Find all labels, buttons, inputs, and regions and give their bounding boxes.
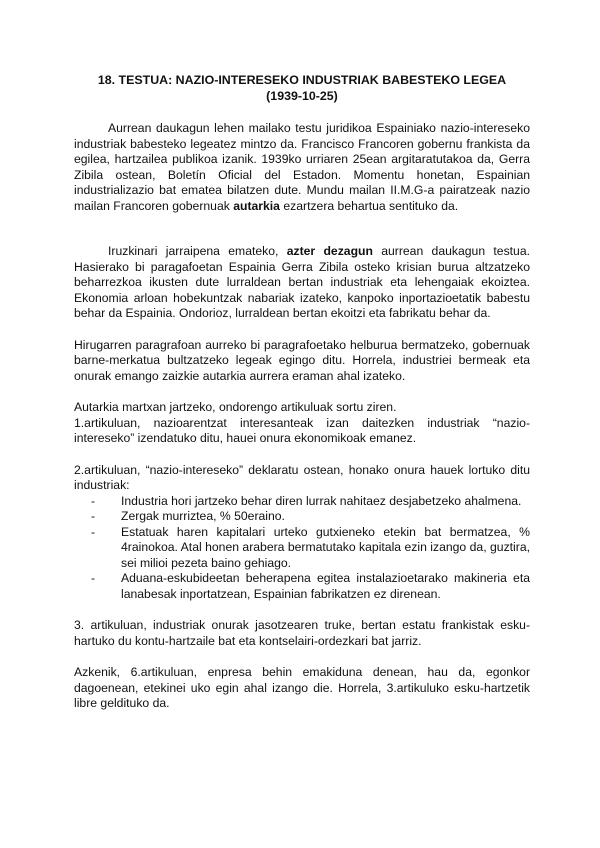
- article-2-list: [74, 494, 530, 603]
- title-line-1: 18. TESTUA: NAZIO-INTERESEKO INDUSTRIAK BABESTEKO LEGEA: [97, 73, 507, 87]
- document-page: [74, 72, 530, 712]
- list-item: - Zergak murriztea, % 50eraino.: [111, 509, 530, 525]
- document-title: [74, 72, 530, 104]
- paragraph-articles-intro: Autarkia martxan jartzeko, ondorengo artikuluak sortu ziren.: [74, 400, 397, 414]
- paragraph-conclusion: Azkenik, 6.artikuluan, enpresa behin emakiduna denean, hau da, egonkor dagoenean, etekinei uko egin ahal izango die. Horrela, 3.artikuluko esku-hartzetik libre geldituko da.: [74, 665, 530, 710]
- intro-text-end: ezartzera behartua sentituko da.: [279, 198, 459, 213]
- paragraph-analysis: [74, 244, 530, 322]
- list-item: - Industria hori jartzeko behar diren lurrak nahitaez desjabetzeko ahalmena.: [111, 494, 530, 510]
- paragraph-third: Hirugarren paragrafoan aurreko bi paragrafoetako helburua bermatzeko, gobernuak barne-merkatua bultzatzeko legeak egingo ditu. Horrela, industriei bermeak eta onurak emango zaizkie autarkia aurrera eraman ahal izateko.: [74, 337, 530, 383]
- paragraph-article-2: 2.artikuluan, “nazio-intereseko” deklaratu ostean, honako onura hauek lortuko ditu industriak:: [74, 462, 530, 492]
- analysis-bold-term: azter dezagun: [286, 244, 373, 258]
- analysis-text-end: aurrean daukagun testua. Hasierako bi paragafoetan Espainia Gerra Zibila osteko krisian burua altzatzeko beharrezkoa ikusten dute lurraldean bertan industriak eta lehengaiak ekoiztea. Ekonomia arloan hobekuntzak nabariak izateko, kanpoko inportazioetatik babestu behar da Espainia. Ondorioz, lurraldean bertan ekoitzi eta fabrikatu behar da.: [74, 244, 530, 320]
- paragraph-article-1: 1.artikuluan, nazioarentzat interesanteak izan daitezken industriak “nazio-intereseko” izendatuko ditu, hauei onura ekonomikoak emanez.: [74, 415, 530, 445]
- paragraph-article-3: 3. artikuluan, industriak onurak jasotzearen truke, bertan estatu frankistak esku-hartuko du kontu-hartzaile bat eta kontselairi-ordezkari bat jarriz.: [74, 618, 530, 648]
- paragraph-intro: [74, 121, 530, 214]
- intro-text: Aurrean daukagun lehen mailako testu juridikoa Espainiako nazio-intereseko industriak babesteko legeatez mintzo da. Francisco Francoren gobernu frankista da egilea, hartzailea publikoa izanik. 1939ko urriaren 25ean argitaratutakoa da, Gerra Zibila ostean, Boletín Oficial del Estadon. Momentu honetan, Espainian industrializazio bat ematea bilatzen dute. Mundu mailan II.M.G-a pairatzeak nazio mailan Francoren gobernuak: [74, 121, 530, 213]
- intro-bold-term: autarkia: [233, 198, 280, 213]
- analysis-text-start: Iruzkinari jarraipena emateko,: [108, 244, 287, 258]
- list-item: - Estatuak haren kapitalari urteko gutxieneko etekin bat bermatzea, % 4rainokoa. Atal honen arabera bermatutako kapitala ezin izango da, guztira, sei milioi pezeta baino gehiago.: [111, 525, 530, 572]
- title-line-2: (1939-10-25): [266, 89, 338, 103]
- list-item: - Aduana-eskubideetan beherapena egitea instalazioetarako makineria eta lanabesak inportatzean, Espainian fabrikatzen ez direnean.: [111, 571, 530, 602]
